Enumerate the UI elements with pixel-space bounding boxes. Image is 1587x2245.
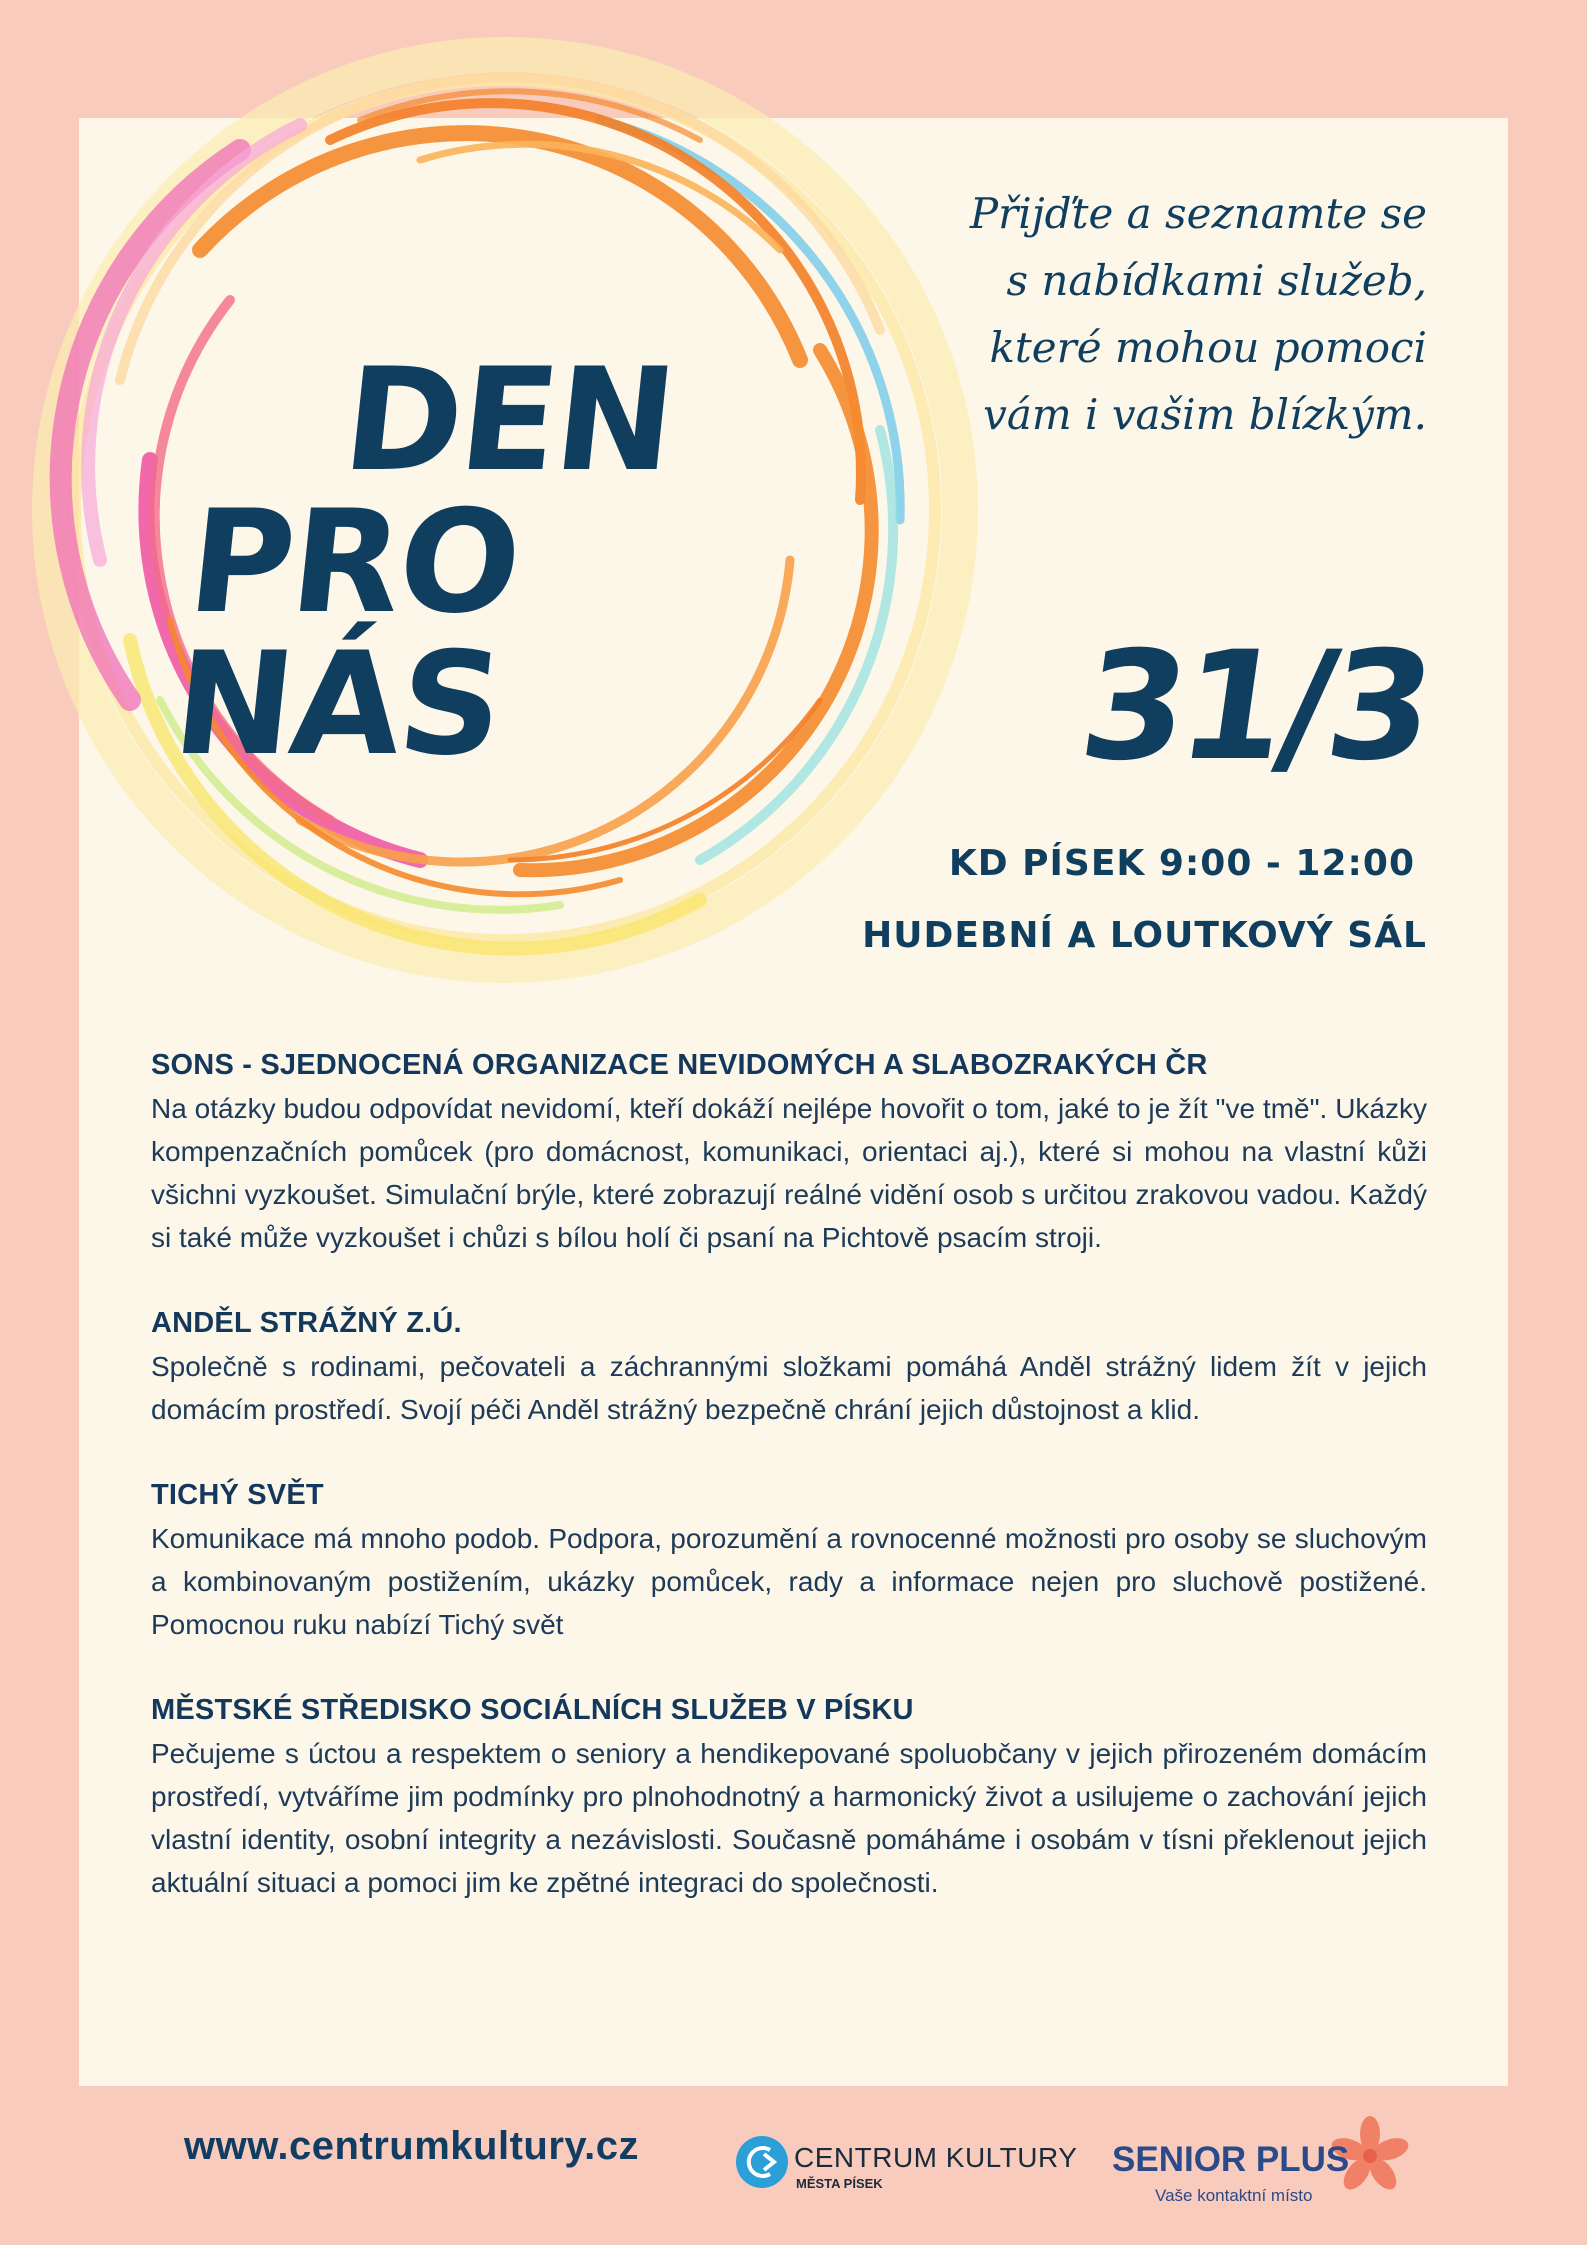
tagline-line: které mohou pomoci [989,323,1427,372]
tagline [867,180,1427,448]
venue-info [862,828,1427,972]
organizations-list [151,1044,1427,1947]
organization-name: TICHÝ SVĚT [151,1479,324,1511]
centrum-kultury-icon [734,2134,790,2190]
venue-time: KD PÍSEK 9:00 - 12:00 [948,843,1415,884]
centrum-kultury-logo [734,2134,1078,2194]
title-line-2: PRO NÁS [166,480,527,787]
website-link[interactable]: www.centrumkultury.cz [184,2124,640,2168]
organization-block [151,1044,1427,1259]
venue-hall: HUDEBNÍ A LOUTKOVÝ SÁL [862,915,1427,956]
organization-block [151,1302,1427,1431]
event-title [166,338,813,787]
event-date: 31/3 [1070,620,1440,794]
footer [0,2086,1587,2245]
organization-name: MĚSTSKÉ STŘEDISKO SOCIÁLNÍCH SLUŽEB V PÍSKU [151,1694,914,1726]
tagline-line: Přijďte a seznamte se [969,189,1427,238]
organization-block [151,1689,1427,1904]
centrum-kultury-name: CENTRUM KULTURY [794,2142,1078,2173]
organization-description: Pečujeme s úctou a respektem o seniory a hendikepované spoluobčany v jejich přirozeném domácím prostředí, vytváříme jim podmínky pro plnohodnotný a harmonický život a usilujeme o zachování jejich vlastní identity, osobní integrity a nezávislosti. Současně pomáháme i osobám v tísni překlenout jejich aktuální situaci a pomoci jim ke zpětné integraci do společnosti. [151,1738,1427,1898]
centrum-kultury-sub: MĚSTA PÍSEK [796,2176,883,2191]
tagline-line: vám i vašim blízkým. [983,390,1427,439]
organization-description: Společně s rodinami, pečovateli a záchrannými složkami pomáhá Anděl strážný lidem žít v jejich domácím prostředí. Svojí péči Anděl strážný bezpečně chrání jejich důstojnost a klid. [151,1351,1427,1425]
organization-name: SONS - SJEDNOCENÁ ORGANIZACE NEVIDOMÝCH A SLABOZRAKÝCH ČR [151,1049,1208,1081]
senior-plus-name: SENIOR PLUS [1112,2140,1350,2179]
organization-block [151,1474,1427,1646]
senior-plus-logo [1110,2116,1410,2216]
organization-description: Na otázky budou odpovídat nevidomí, kteří dokáží nejlépe hovořit o tom, jaké to je žít "ve tmě". Ukázky kompenzačních pomůcek (pro domácnost, komunikaci, orientaci aj.), které si mohou na vlastní kůži všichni vyzkoušet. Simulační brýle, které zobrazují reálné vidění osob s určitou zrakovou vadou. Každý si také může vyzkoušet i chůzi s bílou holí či psaní na Pichtově psacím stroji. [151,1093,1427,1253]
organization-description: Komunikace má mnoho podob. Podpora, porozumění a rovnocenné možnosti pro osoby se sluchovým a kombinovaným postižením, ukázky pomůcek, rady a informace nejen pro sluchově postižené. Pomocnou ruku nabízí Tichý svět [151,1523,1427,1640]
senior-plus-sub: Vaše kontaktní místo [1155,2186,1313,2205]
organization-name: ANDĚL STRÁŽNÝ Z.Ú. [151,1307,462,1339]
tagline-line: s nabídkami služeb, [1006,256,1427,305]
title-line-1: DEN [336,338,682,503]
